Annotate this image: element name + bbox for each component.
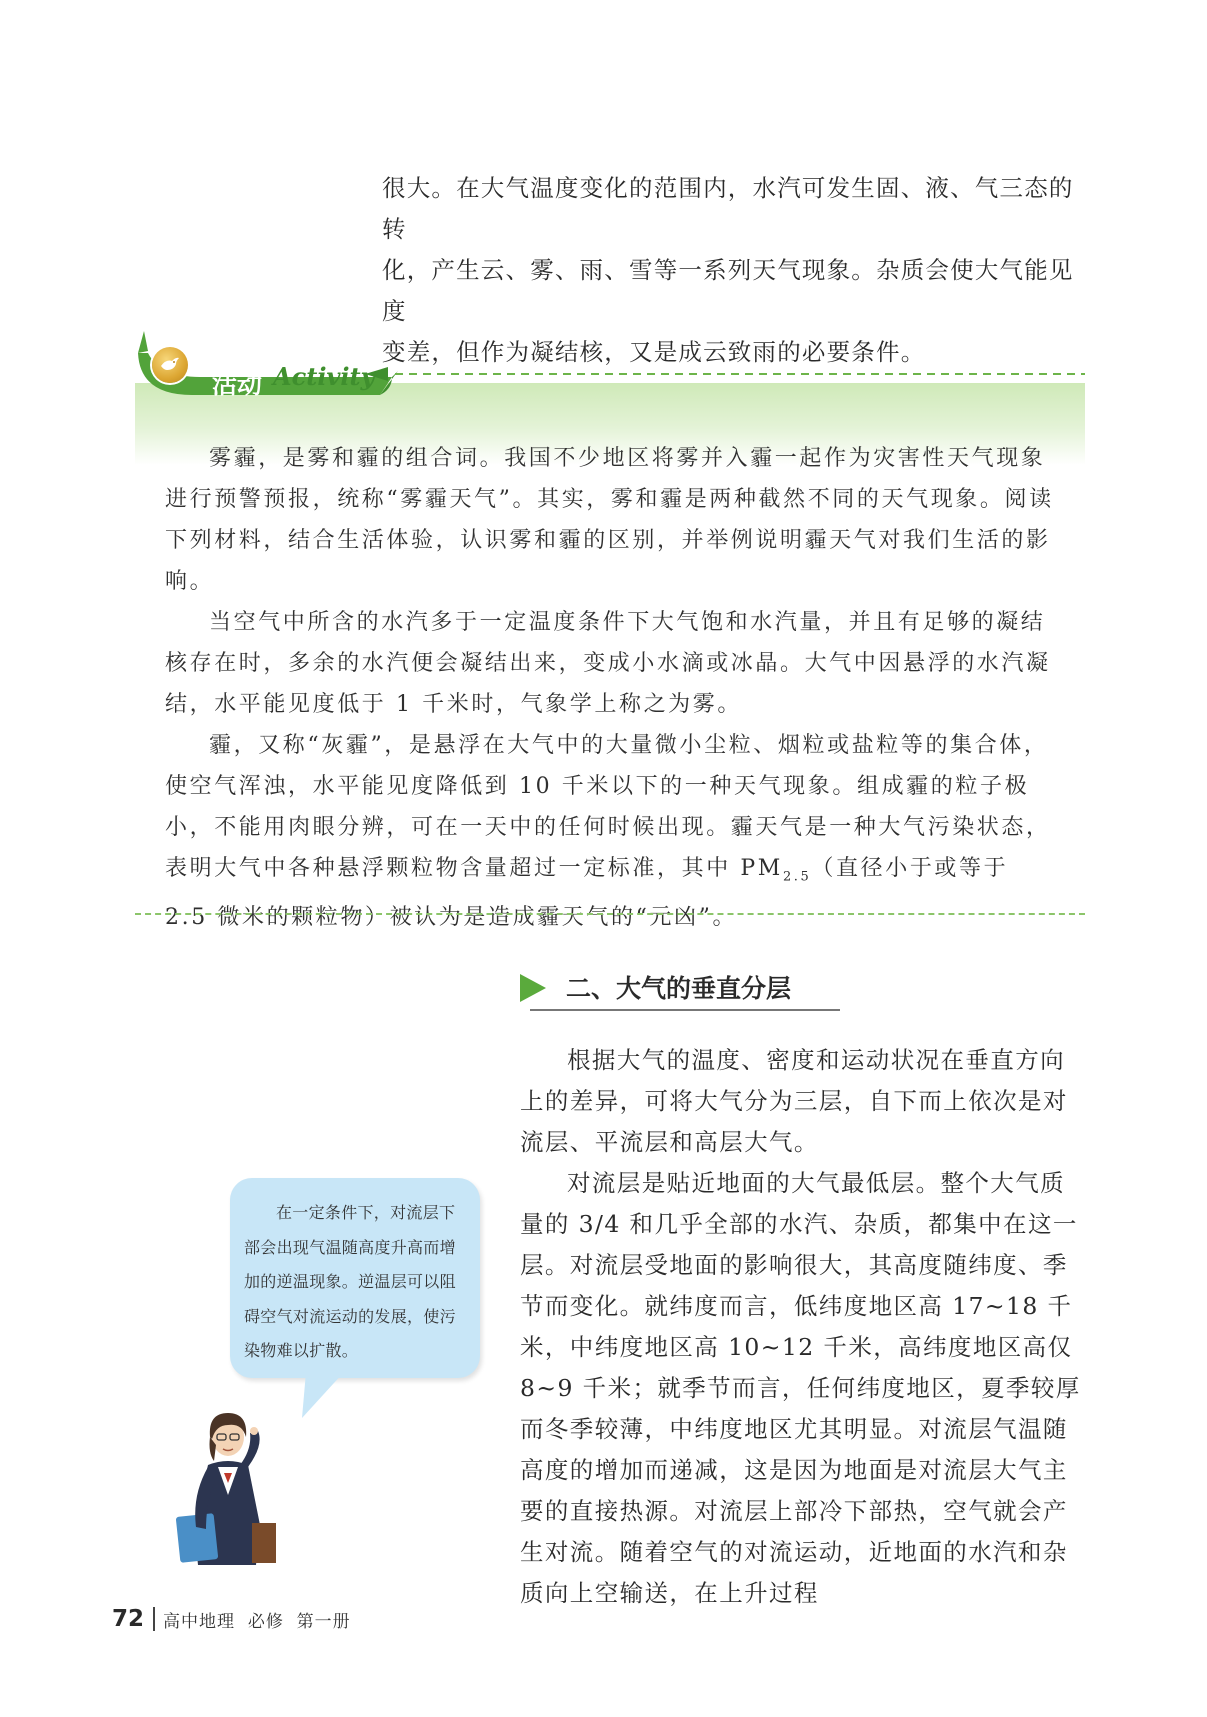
triangle-marker-icon	[520, 974, 546, 1002]
activity-divider	[135, 913, 1085, 915]
body-paragraph: 对流层是贴近地面的大气最低层。整个大气质量的 3/4 和几乎全部的水汽、杂质，都集中在这一层。对流层受地面的影响很大，其高度随纬度、季节而变化。就纬度而言，低纬度地区高 17~18 千米，中纬度地区高 10~12 千米，高纬度地区高仅 8~9 千米；就季节而言，任何纬度地区，夏季较厚而冬季较薄，中纬度地区尤其明显。对流层气温随高度的增加而递减，这是因为地面是对流层大气主要的直接热源。对流层上部冷下部热，空气就会产生对流。随着空气的对流运动，近地面的水汽和杂质向上空输送，在上升过程	[520, 1169, 1081, 1607]
page-footer	[112, 1604, 351, 1634]
activity-label-en: Activity	[273, 362, 375, 391]
activity-label: 活动	[212, 370, 263, 399]
pm-subscript: 2.5	[782, 869, 812, 885]
body-paragraph: 根据大气的温度、密度和运动状况在垂直方向上的差异，可将大气分为三层，自下而上依次是对流层、平流层和高层大气。	[520, 1046, 1068, 1156]
intro-line: 很大。在大气温度变化的范围内，水汽可发生固、液、气三态的转	[382, 174, 1074, 243]
page-number: 72	[112, 1606, 145, 1632]
intro-line: 变差，但作为凝结核，又是成云致雨的必要条件。	[382, 338, 926, 366]
section-title: 二、大气的垂直分层	[566, 974, 792, 1003]
activity-body	[165, 438, 1055, 938]
footer-separator	[153, 1607, 155, 1631]
activity-paragraph: 当空气中所含的水汽多于一定温度条件下大气饱和水汽量，并且有足够的凝结核存在时，多余的水汽便会凝结出来，变成小水滴或冰晶。大气中因悬浮的水汽凝结，水平能见度低于 1 千米时，气象学上称之为雾。	[165, 610, 1051, 717]
teacher-illustration	[168, 1405, 288, 1565]
bubble-tail	[296, 1372, 356, 1422]
haze-text-end: （直径小于或等于 2.5 微米的颗粒物）被认为是造成霾天气的“元凶”。	[165, 856, 1009, 931]
dove-badge-icon	[152, 347, 188, 383]
book-title: 高中地理 必修 第一册	[163, 1611, 351, 1632]
haze-text: 霾，又称“灰霾”，是悬浮在大气中的大量微小尘粒、烟粒或盐粒等的集合体，使空气浑浊，水平能见度降低到 10 千米以下的一种天气现象。组成霾的粒子极小，不能用肉眼分辨，可在一天中的任何时候出现。霾天气是一种大气污染状态，表明大气中各种悬浮颗粒物含量超过一定标准，其中 PM	[165, 733, 1051, 881]
activity-paragraph-haze	[165, 725, 1055, 938]
activity-paragraph: 雾霾，是雾和霾的组合词。我国不少地区将雾并入霾一起作为灾害性天气现象进行预警预报，统称“雾霾天气”。其实，雾和霾是两种截然不同的天气现象。阅读下列材料，结合生活体验，认识雾和霾的区别，并举例说明霾天气对我们生活的影响。	[165, 446, 1054, 594]
intro-line: 化，产生云、雾、雨、雪等一系列天气现象。杂质会使大气能见度	[382, 256, 1074, 325]
section-heading	[520, 968, 840, 1014]
activity-header	[130, 325, 1090, 405]
section-body	[520, 1040, 1083, 1614]
note-text: 在一定条件下，对流层下部会出现气温随高度升高而增加的逆温现象。逆温层可以阻碍空气对流运动的发展，使污染物难以扩散。	[244, 1203, 456, 1360]
heading-underline	[530, 1009, 840, 1011]
